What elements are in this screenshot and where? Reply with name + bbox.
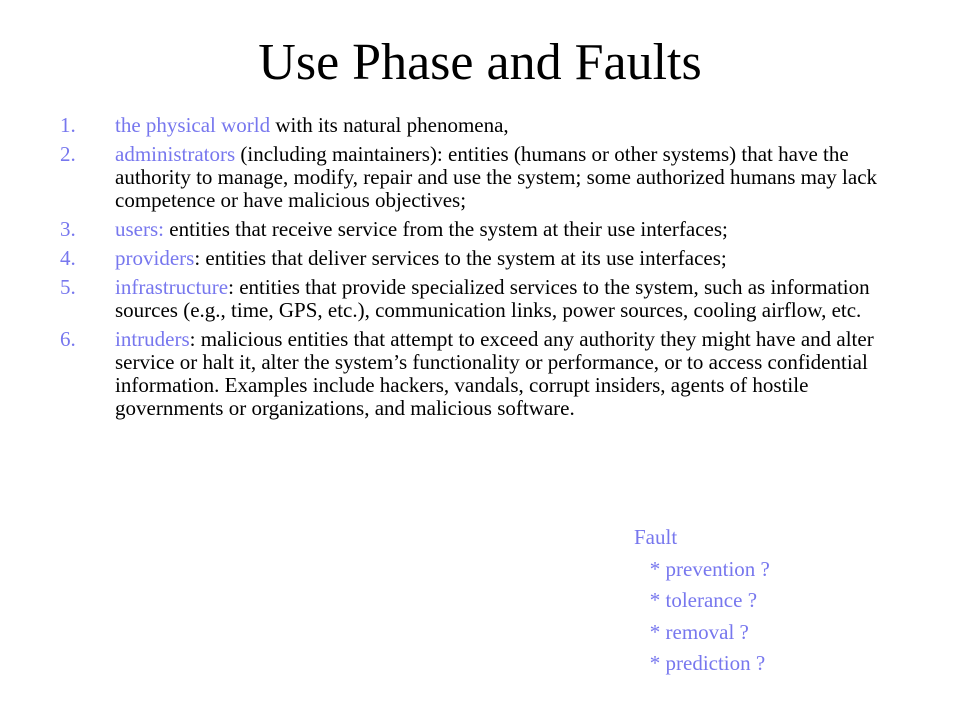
list-item-text: : entities that provide specialized services to the system, such as information sources (e.g., time, GPS, etc.), communication links, power sources, cooling airflow, etc. bbox=[115, 275, 870, 322]
list-item-term: intruders bbox=[115, 327, 190, 351]
fault-heading: Fault bbox=[634, 525, 678, 549]
list-item-number: 4. bbox=[60, 246, 76, 270]
list-item-term: the physical world bbox=[115, 113, 271, 137]
fault-box bbox=[634, 522, 934, 680]
list-item-number: 2. bbox=[60, 142, 76, 166]
fault-line-prevention: * prevention ? bbox=[634, 556, 770, 581]
fault-line-removal: * removal ? bbox=[634, 619, 749, 644]
list-item-administrators bbox=[60, 143, 910, 212]
list-item-text: : malicious entities that attempt to exceed any authority they might have and alter service or halt it, alter the system’s functionality or performance, or to access confidential information. Examples include hackers, vandals, corrupt insiders, agents of hostile governments or organizations, and malicious software. bbox=[115, 327, 874, 420]
list-item-text: (including maintainers): entities (humans or other systems) that have the authority to manage, modify, repair and use the system; some authorized humans may lack competence or have malicious objectives; bbox=[115, 142, 878, 212]
list-item-text: entities that receive service from the system at their use interfaces; bbox=[164, 217, 728, 241]
list-item-users bbox=[60, 218, 910, 241]
list-item-term: infrastructure bbox=[115, 275, 229, 299]
list-item-number: 3. bbox=[60, 217, 76, 241]
list-item-number: 5. bbox=[60, 275, 76, 299]
list-item-number: 1. bbox=[60, 113, 76, 137]
list-item-term: users: bbox=[115, 217, 164, 241]
fault-line-prediction: * prediction ? bbox=[634, 651, 766, 675]
list-item-physical-world bbox=[60, 114, 910, 137]
list-item-text: with its natural phenomena, bbox=[270, 113, 509, 137]
list-item-infrastructure bbox=[60, 276, 910, 322]
list-item-providers bbox=[60, 247, 910, 270]
list-item-number: 6. bbox=[60, 327, 76, 351]
list-item-text: : entities that deliver services to the system at its use interfaces; bbox=[194, 246, 727, 270]
list-item-intruders bbox=[60, 328, 910, 420]
list-item-term: administrators bbox=[115, 142, 236, 166]
list-item-term: providers bbox=[115, 246, 195, 270]
slide-title: Use Phase and Faults bbox=[258, 34, 702, 91]
numbered-list bbox=[60, 114, 910, 426]
fault-line-tolerance: * tolerance ? bbox=[634, 588, 758, 612]
